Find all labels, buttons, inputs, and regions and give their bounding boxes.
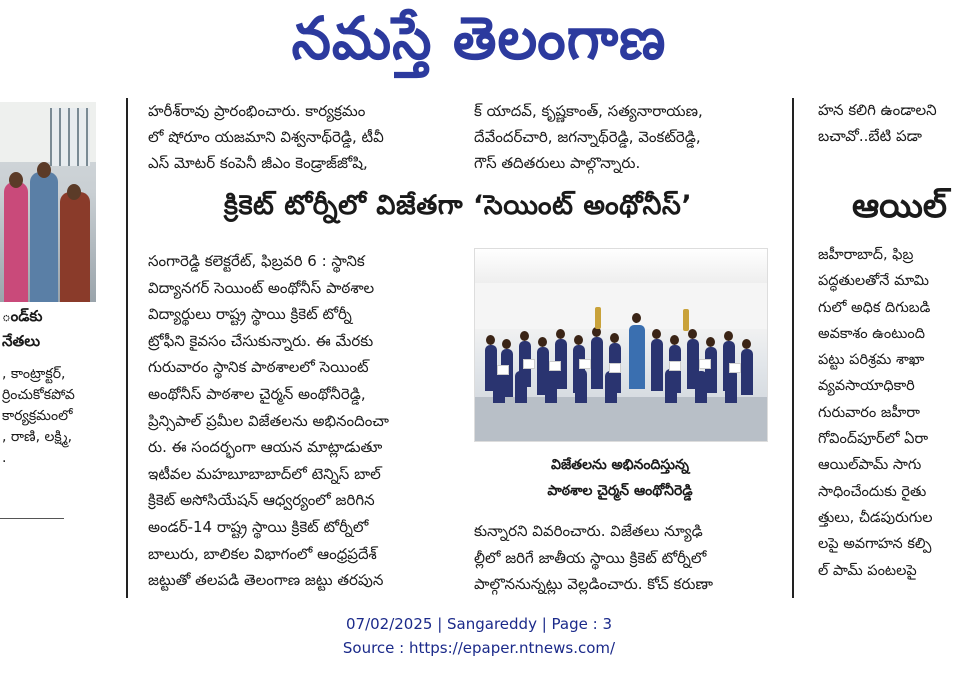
column-divider <box>792 98 794 598</box>
text-line: త్తులు, చీడపురుగుల <box>818 509 933 526</box>
text-line: అవకాశం ఉంటుంది <box>818 325 925 342</box>
photo-caption <box>474 452 766 504</box>
right-column-body <box>818 242 958 584</box>
text-line: ల్‌ పామ్‌ పంటలపై <box>818 562 917 579</box>
caption-line: విజేతలను అభినందిస్తున్న <box>550 457 689 473</box>
text-line: క్రికెట్‌ అసోసియేషన్‌ ఆధ్వర్యంలో జరిగిన <box>148 491 375 510</box>
text-line: లో షోరూం యజమాని విశ్వనాథ్‌రెడ్డి, టీవీ <box>148 128 384 146</box>
left-text-line: కార్యక్రమంలో <box>2 408 73 424</box>
text-line: గురువారం స్థానిక పాఠశాలలో సెయింట్‌ <box>148 358 369 377</box>
text-line: హన కలిగి ఉండాలని <box>818 101 937 119</box>
text-line: సాధించేందుకు రైతు <box>818 483 927 500</box>
caption-line: పాఠశాల చైర్మన్‌ ఆంథోనీరెడ్డి <box>547 483 693 499</box>
text-line: గులో అధిక దిగుబడి <box>818 299 931 316</box>
left-story-photo <box>0 102 96 302</box>
previous-story-col2 <box>474 98 774 176</box>
left-text-line: . <box>2 450 7 466</box>
text-line: పట్టు పరిశ్రమ శాఖా <box>818 352 925 369</box>
source-link[interactable]: Source : https://epaper.ntnews.com/ <box>342 639 616 657</box>
text-line: అండర్‌-14 రాష్ట్ర స్థాయి క్రికెట్‌ టోర్నీలో <box>148 517 369 536</box>
text-line: పాల్గొననున్నట్లు వెల్లడించారు. కోచ్‌ కరుణా <box>474 575 713 594</box>
text-line: గోవింద్‌పూర్‌లో ఏరా <box>818 431 929 448</box>
text-line: ఎస్‌ మోటర్‌ కంపెనీ జీఎం కెండ్రాజ్‌జోషి, <box>148 154 368 172</box>
text-line: పద్ధతులతోనే మామి <box>818 273 929 290</box>
text-line: సంగారెడ్డి కలెక్టరేట్‌, ఫిబ్రవరి 6 : స్థానిక <box>148 252 365 270</box>
winners-group-photo <box>474 248 768 442</box>
right-headline: ఆయిల్ <box>852 186 947 226</box>
text-line: అంథోనీస్‌ పాఠశాల చైర్మన్‌ అంథోనీరెడ్డి, <box>148 384 366 403</box>
edition-info: 07/02/2025 | Sangareddy | Page : 3 <box>345 615 612 633</box>
masthead <box>0 0 958 92</box>
page-footer <box>0 612 958 660</box>
text-line: బాలురు, బాలికల విభాగంలో ఆంధ్రప్రదేశ్‌ <box>148 544 377 563</box>
text-line: హరీశ్‌రావు ప్రారంభించారు. కార్యక్రమం <box>148 102 366 120</box>
left-caption-line: ండ్‌కు <box>2 307 43 325</box>
text-line: గౌస్‌ తదితరులు పాల్గొన్నారు. <box>474 154 641 172</box>
right-column-top <box>818 98 958 149</box>
masthead-title: నమస్తే తెలంగాణ <box>291 4 667 73</box>
article-body-col1 <box>148 248 460 594</box>
text-line: విద్యానగర్‌ సెయింట్‌ అంథోనీస్‌ పాఠశాల <box>148 278 375 297</box>
text-line: దేవేందర్‌చారి, జగన్నాథ్‌రెడ్డి, వెంకట్‌రెడ్డి, <box>474 128 701 146</box>
left-text-line: ర్రించుకోకపోవ <box>2 387 75 403</box>
text-line: గురువారం జహీరా <box>818 404 921 421</box>
text-line: ఆయిల్‌పామ్‌ సాగు <box>818 457 922 474</box>
previous-story-col1 <box>148 98 458 176</box>
text-line: లపై అవగాహన కల్పి <box>818 536 932 553</box>
article-body-col2 <box>474 518 774 598</box>
article-headline: క్రికెట్‌ టోర్నీలో విజేతగా ‘సెయింట్‌ అంథోనీస్‌’ <box>223 190 693 221</box>
text-line: ల్లీలో జరిగే జాతీయ స్థాయి క్రికెట్‌ టోర్నీలో <box>474 548 707 567</box>
newspaper-page <box>0 98 958 598</box>
text-line: విద్యార్థులు రాష్ట్ర స్థాయి క్రికెట్‌ టోర్నీ <box>148 305 352 324</box>
text-line: రు. ఈ సందర్భంగా ఆయన మాట్లాడుతూ <box>148 438 383 457</box>
text-line: జహీరాబాద్‌, ఫిబ్ర <box>818 247 914 263</box>
text-line: బచావో..బేటి పడా <box>818 126 922 145</box>
text-line: క్‌ యాదవ్‌, కృష్ణకాంత్‌, సత్యనారాయణ, <box>474 102 703 120</box>
left-column <box>0 304 100 469</box>
text-line: కున్నారని వివరించారు. విజేతలు న్యూఢి <box>474 522 703 540</box>
left-caption-line: నేతలు <box>2 332 41 350</box>
left-text-line: , రాణి, లక్ష్మి, <box>2 429 73 445</box>
divider <box>0 518 64 519</box>
text-line: ఇటీవల మహబూబాబాద్‌లో టెన్నిస్‌ బాల్‌ <box>148 464 381 483</box>
text-line: ప్రిన్సిపాల్‌ ప్రమీల విజేతలను అభినందించా <box>148 411 389 430</box>
column-divider <box>126 98 128 598</box>
text-line: జట్టుతో తలపడి తెలంగాణ జట్టు తరపున <box>148 571 384 590</box>
text-line: ట్రోఫీని కైవసం చేసుకున్నారు. ఈ మేరకు <box>148 331 374 350</box>
left-text-line: , కాంట్రాక్టర్‌, <box>2 366 66 382</box>
text-line: వ్యవసాయాధికారి <box>818 378 915 395</box>
